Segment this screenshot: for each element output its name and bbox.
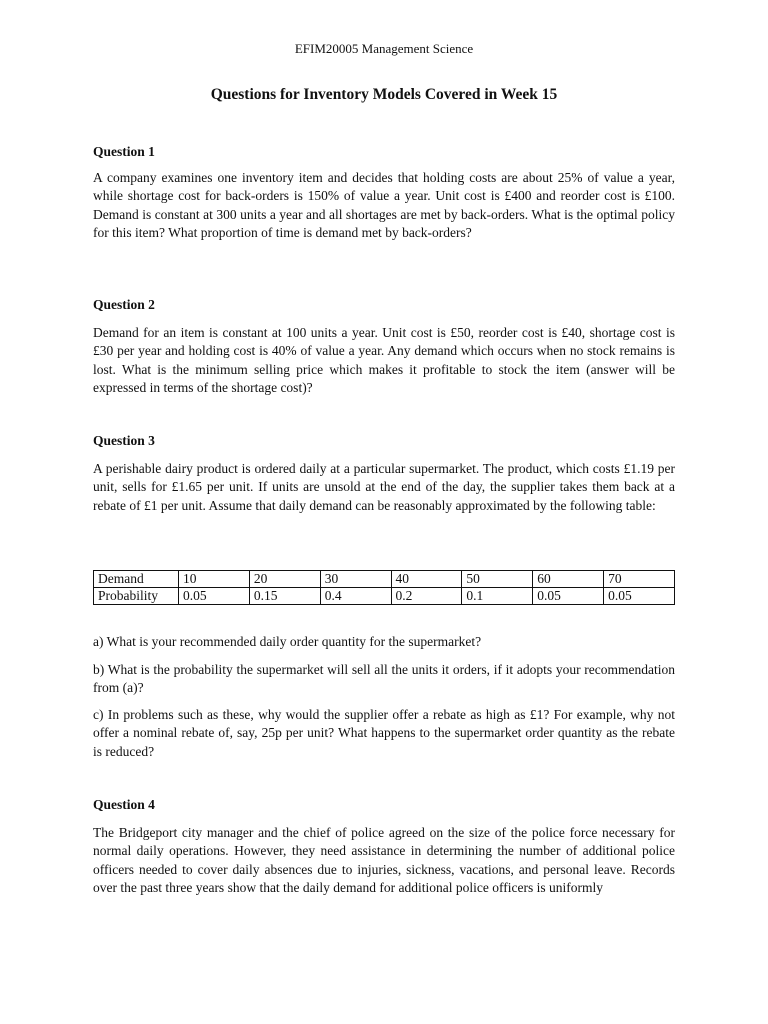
course-header: EFIM20005 Management Science bbox=[294, 41, 474, 56]
probability-cell: 0.4 bbox=[320, 588, 391, 605]
probability-cell: 0.1 bbox=[462, 588, 533, 605]
question-2-text: Demand for an item is constant at 100 units a year. Unit cost is £50, reorder cost is £40, shortage cost is £30 per year and holding cost is 40% of value a year. Any demand which occurs when no stock remains is lost. What is the minimum selling price which makes it profitable to stock the item (answer will be expressed in terms of the shortage cost)? bbox=[93, 325, 675, 395]
question-4-heading: Question 4 bbox=[93, 797, 155, 812]
demand-cell: 30 bbox=[320, 571, 391, 588]
demand-row-label: Demand bbox=[94, 571, 179, 588]
question-4-text: The Bridgeport city manager and the chief of police agreed on the size of the police force necessary for normal daily operations. However, they need assistance in determining the number of additional police officers needed to cover daily absences due to injuries, sickness, vacations, and personal leave. Records over the past three years show that the daily demand for additional police officers is uniformly bbox=[93, 825, 675, 895]
question-3-part-a: a) What is your recommended daily order quantity for the supermarket? bbox=[93, 634, 482, 649]
demand-cell: 20 bbox=[249, 571, 320, 588]
question-3-heading: Question 3 bbox=[93, 433, 155, 448]
demand-cell: 40 bbox=[391, 571, 462, 588]
probability-cell: 0.05 bbox=[604, 588, 675, 605]
demand-probability-table bbox=[93, 570, 675, 605]
probability-row bbox=[94, 588, 675, 605]
demand-cell: 10 bbox=[179, 571, 250, 588]
question-1-text: A company examines one inventory item and decides that holding costs are about 25% of value a year, while shortage cost for back-orders is 150% of value a year. Unit cost is £400 and reorder cost is £100. Demand is constant at 300 units a year and all shortages are met by back-orders. What is the optimal policy for this item? What proportion of time is demand met by back-orders? bbox=[93, 170, 675, 240]
probability-row-label: Probability bbox=[94, 588, 179, 605]
probability-cell: 0.05 bbox=[179, 588, 250, 605]
question-3-text: A perishable dairy product is ordered daily at a particular supermarket. The product, which costs £1.19 per unit, sells for £1.65 per unit. If units are unsold at the end of the day, the supplier takes them back at a rebate of £1 per unit. Assume that daily demand can be reasonably approximated by the following table: bbox=[93, 461, 675, 513]
question-3-part-c: c) In problems such as these, why would the supplier offer a rebate as high as £1? For example, why not offer a nominal rebate of, say, 25p per unit? What happens to the supermarket order quantity as the rebate is reduced? bbox=[93, 707, 675, 759]
question-1-heading: Question 1 bbox=[93, 144, 155, 159]
probability-cell: 0.2 bbox=[391, 588, 462, 605]
question-2-heading: Question 2 bbox=[93, 297, 155, 312]
probability-cell: 0.05 bbox=[533, 588, 604, 605]
demand-cell: 50 bbox=[462, 571, 533, 588]
demand-cell: 60 bbox=[533, 571, 604, 588]
demand-row bbox=[94, 571, 675, 588]
probability-cell: 0.15 bbox=[249, 588, 320, 605]
document-title: Questions for Inventory Models Covered in Week 15 bbox=[210, 86, 558, 103]
demand-cell: 70 bbox=[604, 571, 675, 588]
question-3-part-b: b) What is the probability the supermarket will sell all the units it orders, if it adopts your recommendation from (a)? bbox=[93, 662, 675, 696]
